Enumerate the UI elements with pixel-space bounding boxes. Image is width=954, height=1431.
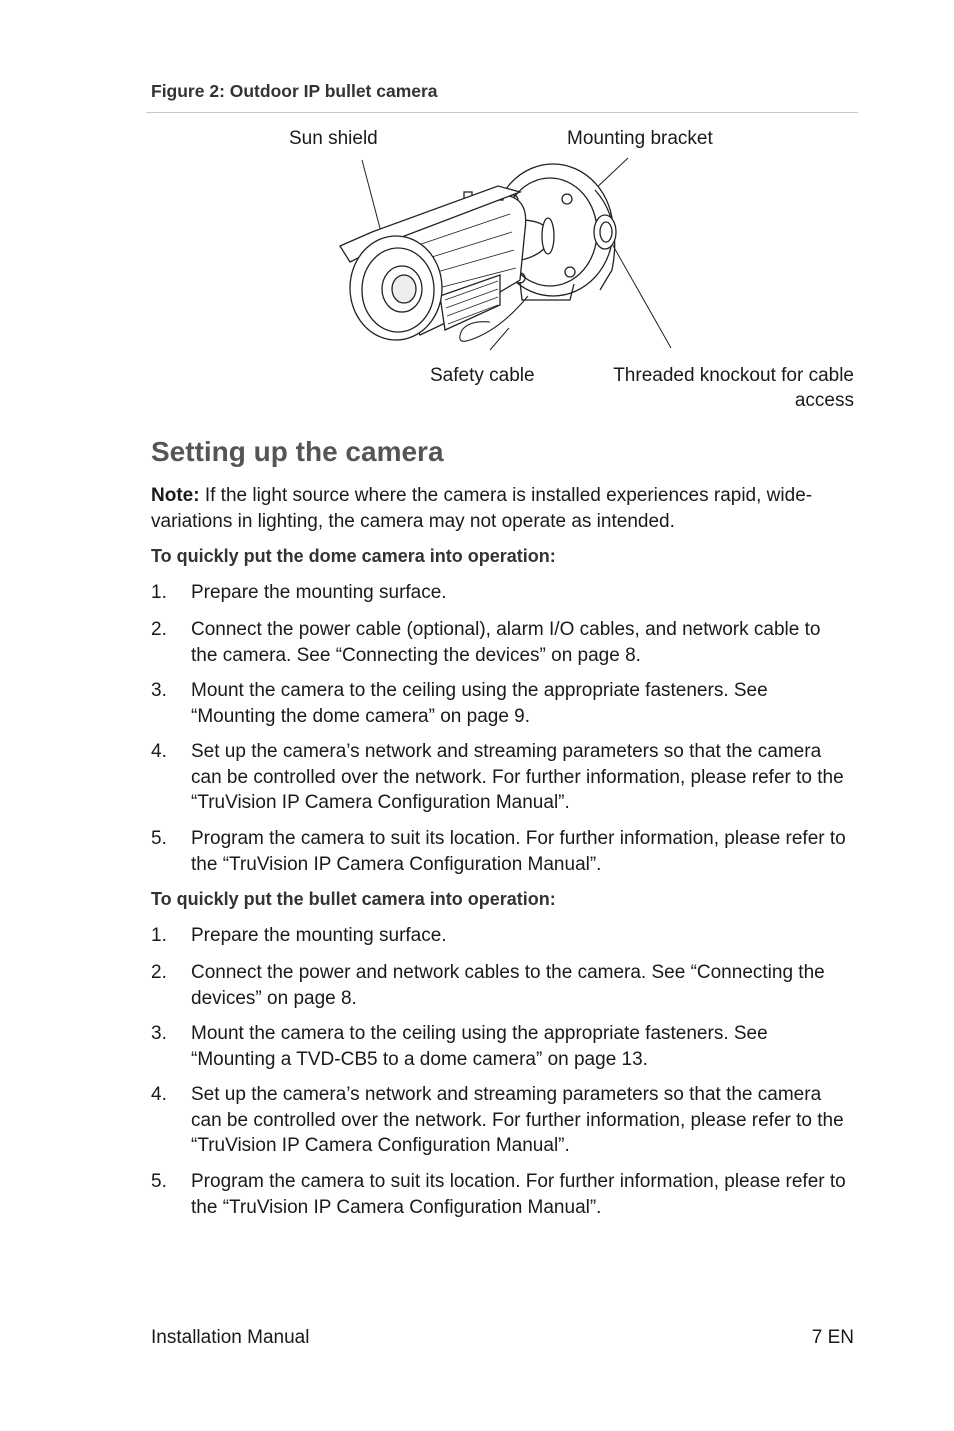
step-text: Prepare the mounting surface. <box>191 582 447 603</box>
threaded-knockout-line2: access <box>794 390 854 411</box>
step-number: 4. <box>151 741 167 762</box>
safety-cable-leader <box>490 328 509 350</box>
footer-manual-title: Installation Manual <box>151 1327 310 1348</box>
step-number: 2. <box>151 619 167 640</box>
step-number: 5. <box>151 828 167 849</box>
step-text: Set up the camera’s network and streaming parameters so that the camera can be controlled over the network. For further information, please refer to the “TruVision IP Camera Configuration Manual”. <box>191 1084 844 1156</box>
lens-shape <box>350 236 442 340</box>
step-text: Program the camera to suit its location. For further information, please refer to the “TruVision IP Camera Configuration Manual”. <box>191 828 846 875</box>
note-text: If the light source where the camera is installed experiences rapid, wide-variations in lighting, the camera may not operate as intended. <box>151 485 813 532</box>
note-paragraph <box>151 483 851 534</box>
footer-page-number: 7 EN <box>811 1327 854 1348</box>
threaded-knockout-line1: Threaded knockout for cable <box>613 365 854 386</box>
sun-shield-label: Sun shield <box>289 128 378 149</box>
step-text: Connect the power cable (optional), alarm I/O cables, and network cable to the camera. See “Connecting the devices” on page 8. <box>191 619 821 666</box>
camera-illustration <box>0 0 954 420</box>
knockout-leader <box>607 235 671 348</box>
step-number: 1. <box>151 582 167 603</box>
note-label: Note: <box>151 485 200 506</box>
figure-caption: Figure 2: Outdoor IP bullet camera <box>151 81 438 101</box>
dome-subheading: To quickly put the dome camera into operation: <box>151 546 556 566</box>
bullet-subheading: To quickly put the bullet camera into operation: <box>151 889 556 909</box>
sun-shield-leader <box>362 160 381 232</box>
section-heading: Setting up the camera <box>151 436 444 467</box>
step-text: Set up the camera’s network and streaming parameters so that the camera can be controlled over the network. For further information, please refer to the “TruVision IP Camera Configuration Manual”. <box>191 741 844 813</box>
step-number: 1. <box>151 925 167 946</box>
step-text: Mount the camera to the ceiling using the appropriate fasteners. See “Mounting the dome camera” on page 9. <box>191 680 768 727</box>
step-number: 3. <box>151 680 167 701</box>
mounting-bracket-label: Mounting bracket <box>567 128 713 149</box>
step-text: Program the camera to suit its location. For further information, please refer to the “TruVision IP Camera Configuration Manual”. <box>191 1171 846 1218</box>
step-text: Mount the camera to the ceiling using the appropriate fasteners. See “Mounting a TVD-CB5 to a dome camera” on page 13. <box>191 1023 768 1070</box>
step-text: Connect the power and network cables to the camera. See “Connecting the devices” on page 8. <box>191 962 825 1009</box>
step-number: 5. <box>151 1171 167 1192</box>
step-number: 2. <box>151 962 167 983</box>
step-number: 3. <box>151 1023 167 1044</box>
step-number: 4. <box>151 1084 167 1105</box>
safety-cable-label: Safety cable <box>430 365 535 386</box>
step-text: Prepare the mounting surface. <box>191 925 447 946</box>
threaded-knockout-label <box>584 363 854 413</box>
